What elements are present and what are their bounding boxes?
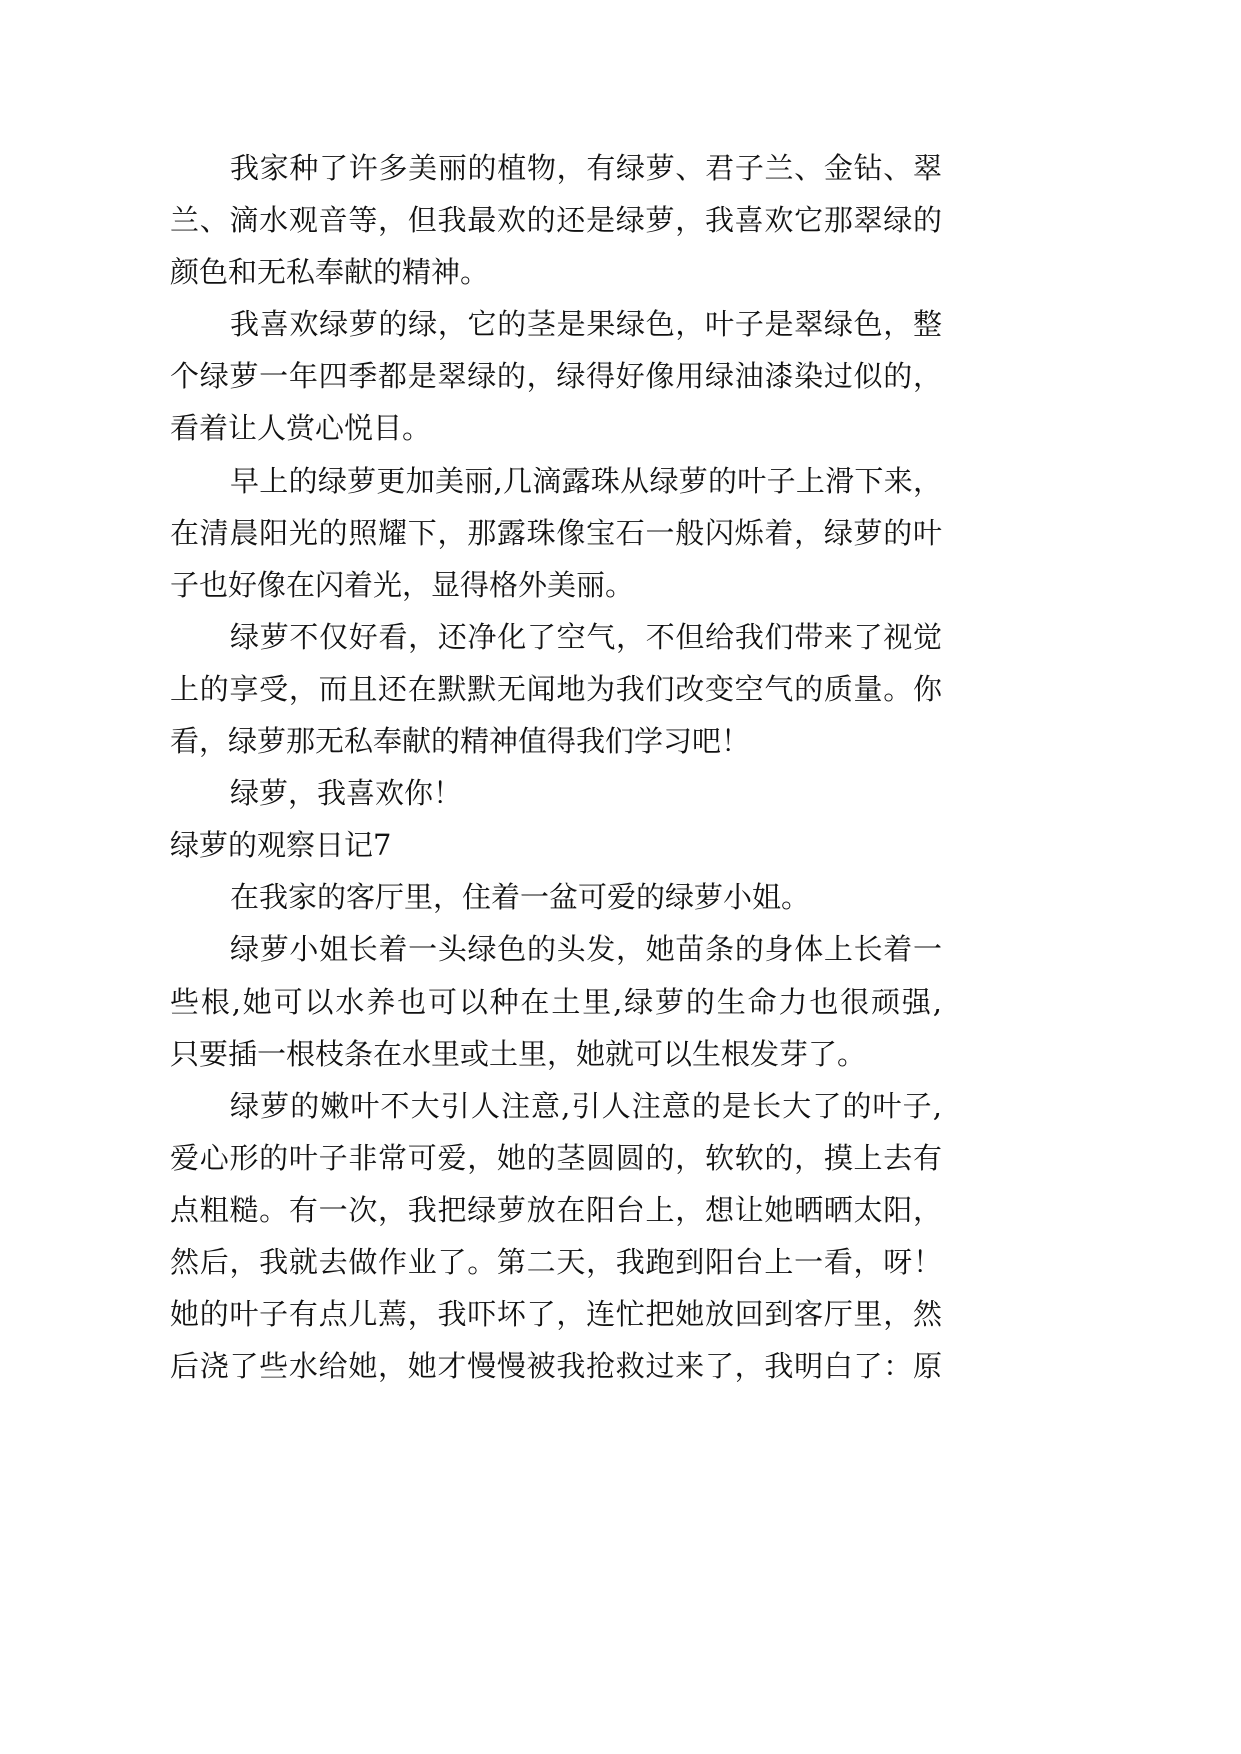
text-line: 在清晨阳光的照耀下，那露珠像宝石一般闪烁着，绿萝的叶 [170, 515, 942, 550]
text-line: 我喜欢绿萝的绿，它的茎是果绿色，叶子是翠绿色，整 [230, 307, 942, 342]
text-line: 上的享受，而且还在默默无闻地为我们改变空气的质量。你 [170, 671, 942, 706]
paragraph [170, 1080, 942, 1393]
text-line: 颜色和无私奉献的精神。 [170, 255, 490, 290]
document-body [170, 142, 942, 1392]
text-line: 我家种了许多美丽的植物，有绿萝、君子兰、金钻、翠 [230, 151, 942, 185]
text-line: 子也好像在闪着光，显得格外美丽。 [170, 567, 635, 602]
text-line: 绿萝，我喜欢你！ [230, 776, 463, 811]
text-line: 她的叶子有点儿蔫，我吓坏了，连忙把她放回到客厅里，然 [170, 1297, 942, 1332]
text-line: 然后，我就去做作业了。第二天，我跑到阳台上一看，呀！ [170, 1244, 942, 1279]
text-line: 兰、滴水观音等，但我最欢的还是绿萝，我喜欢它那翠绿的 [170, 203, 942, 238]
paragraph [170, 767, 942, 819]
text-line: 后浇了些水给她，她才慢慢被我抢救过来了，我明白了：原 [170, 1349, 942, 1384]
text-line: 早上的绿萝更加美丽,几滴露珠从绿萝的叶子上滑下来， [230, 463, 942, 498]
text-line: 只要插一根枝条在水里或土里，她就可以生根发芽了。 [170, 1036, 867, 1071]
text-line: 些根,她可以水养也可以种在土里,绿萝的生命力也很顽强, [170, 984, 942, 1019]
paragraph [170, 455, 942, 611]
text-line: 在我家的客厅里，住着一盆可爱的绿萝小姐。 [230, 880, 811, 915]
text-line: 绿萝不仅好看，还净化了空气，不但给我们带来了视觉 [230, 619, 942, 654]
text-line: 个绿萝一年四季都是翠绿的，绿得好像用绿油漆染过似的， [170, 359, 942, 394]
text-line: 爱心形的叶子非常可爱，她的茎圆圆的，软软的，摸上去有 [170, 1140, 942, 1175]
section-heading: 绿萝的观察日记7 [170, 828, 392, 863]
paragraph [170, 298, 942, 454]
text-line: 看着让人赏心悦目。 [170, 411, 432, 446]
paragraph [170, 871, 942, 923]
text-line: 点粗糙。有一次，我把绿萝放在阳台上，想让她晒晒太阳， [170, 1192, 942, 1227]
paragraph [170, 611, 942, 767]
text-line: 绿萝小姐长着一头绿色的头发，她苗条的身体上长着一 [230, 932, 942, 967]
text-line: 看，绿萝那无私奉献的精神值得我们学习吧！ [170, 724, 751, 759]
paragraph [170, 142, 942, 298]
text-line: 绿萝的嫩叶不大引人注意,引人注意的是长大了的叶子, [230, 1088, 942, 1123]
paragraph [170, 923, 942, 1079]
